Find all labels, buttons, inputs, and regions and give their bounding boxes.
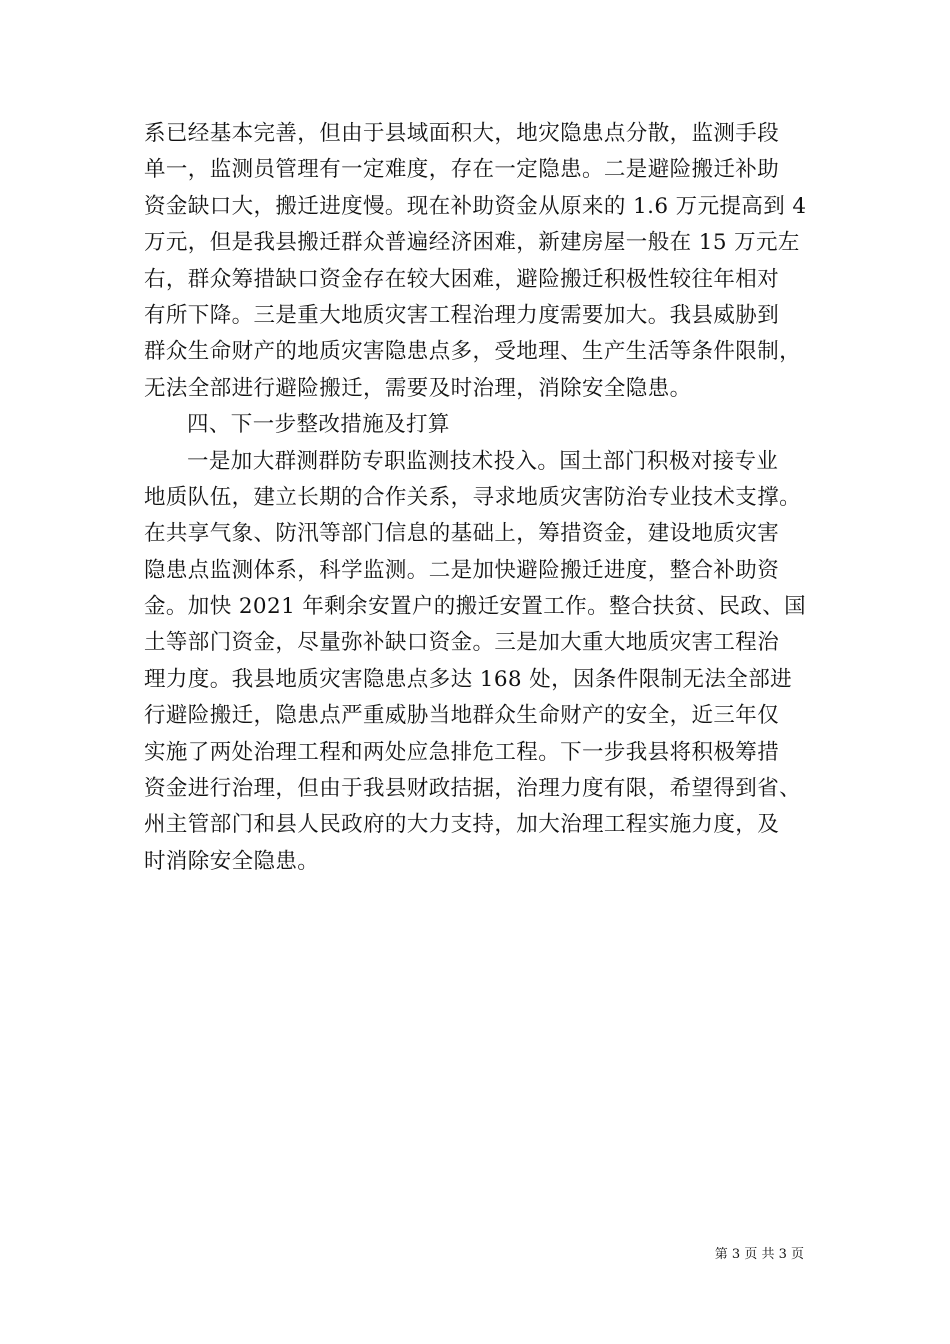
text-line: 土等部门资金，尽量弥补缺口资金。三是加大重大地质灾害工程治 [144,630,780,656]
text-line: 右，群众筹措缺口资金存在较大困难，避险搬迁积极性较往年相对 [144,266,780,292]
section-heading: 四、下一步整改措施及打算 [187,412,450,438]
text-line: 单一，监测员管理有一定难度，存在一定隐患。二是避险搬迁补助 [144,157,780,183]
text-line: 系已经基本完善，但由于县域面积大，地灾隐患点分散，监测手段 [144,121,780,146]
text-line: 资金缺口大，搬迁进度慢。现在补助资金从原来的 1.6 万元提高到 4 [144,193,807,219]
text-line: 群众生命财产的地质灾害隐患点多，受地理、生产生活等条件限制， [144,339,802,365]
text-line: 在共享气象、防汛等部门信息的基础上，筹措资金，建设地质灾害 [144,521,780,547]
text-line: 资金进行治理，但由于我县财政拮据，治理力度有限，希望得到省、 [144,776,802,802]
document-body [144,116,824,880]
text-line: 州主管部门和县人民政府的大力支持，加大治理工程实施力度，及 [144,812,780,838]
text-line: 隐患点监测体系，科学监测。二是加快避险搬迁进度，整合补助资 [144,557,780,583]
page-number-footer: 第 3 页 共 3 页 [714,1247,804,1262]
text-line: 万元，但是我县搬迁群众普遍经济困难，新建房屋一般在 15 万元左 [144,230,800,256]
text-line: 理力度。我县地质灾害隐患点多达 168 处，因条件限制无法全部进 [144,666,793,692]
text-line: 时消除安全隐患。 [144,848,320,874]
text-line: 行避险搬迁，隐患点严重威胁当地群众生命财产的安全，近三年仅 [144,703,780,729]
text-line: 地质队伍，建立长期的合作关系，寻求地质灾害防治专业技术支撑。 [144,484,802,510]
paragraph-first-line: 一是加大群测群防专职监测技术投入。国土部门积极对接专业 [187,448,779,474]
text-line: 有所下降。三是重大地质灾害工程治理力度需要加大。我县威胁到 [144,302,780,328]
text-line: 实施了两处治理工程和两处应急排危工程。下一步我县将积极筹措 [144,739,780,765]
text-line: 无法全部进行避险搬迁，需要及时治理，消除安全隐患。 [144,375,692,401]
text-line: 金。加快 2021 年剩余安置户的搬迁安置工作。整合扶贫、民政、国 [144,594,807,620]
